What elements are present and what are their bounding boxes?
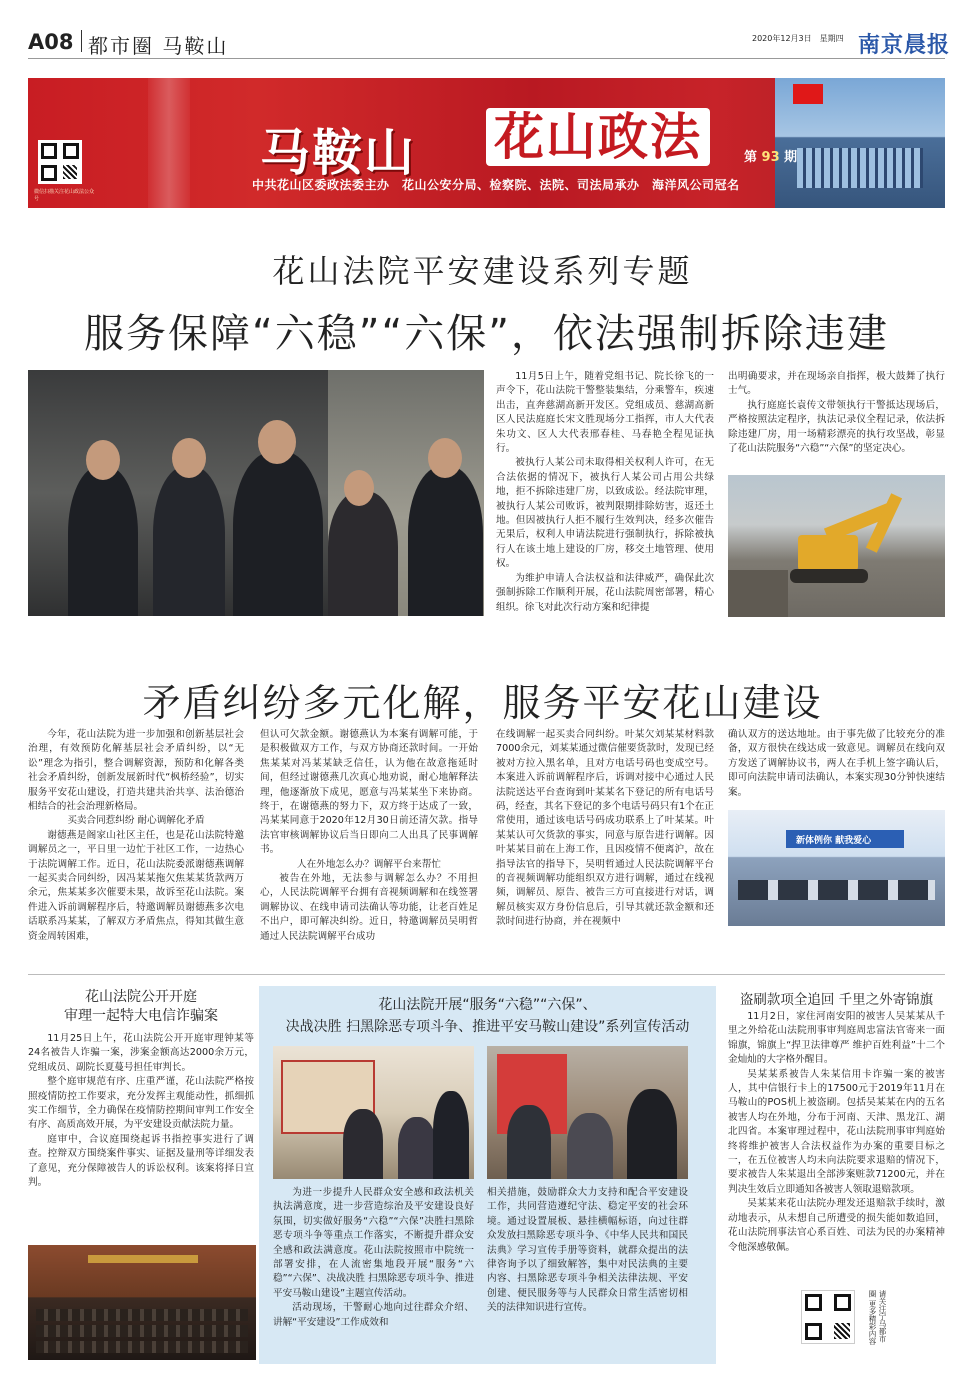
article4-title-line1: 花山法院开展“服务“六稳”“六保”、 (378, 997, 597, 1013)
qr-caption: 微信扫描关注花山政法公众号 (34, 189, 95, 202)
qr-footer-caption: 请关注宁马都市圈 更多精彩内容 (868, 1290, 887, 1345)
article1-column1 (496, 370, 714, 615)
article4-col1-paragraph: 为进一步提升人民群众安全感和政法机关执法满意度，进一步营造综治及平安建设良好氛围，切实做好服务“六稳”“六保”决胜扫黑除恶专项斗争等重点工作落实，不断提升群众安全感和政法满意度。花山法院按照市中院统一部署安排，在人流密集地段开展“服务“六稳”“六保”、决战决胜 扫黑除恶专项斗争、推进平安马鞍山建设”主题宣传活动。 (273, 1187, 474, 1299)
article5-paragraph: 吴某某来花山法院办理发还退赔款手续时，激动地表示，从未想自己所遭受的损失能如数追回，花山法院刑事法官心系百姓、司法为民的办案精神令他深感敬佩。 (728, 1198, 945, 1253)
article2-subheading: 买卖合同惹纠纷 耐心调解化矛盾 (67, 815, 205, 827)
header-rule (28, 58, 945, 59)
issue-prefix: 第 (744, 150, 758, 165)
article1-col1-paragraph: 为维护申请人合法权益和法律威严，确保此次强制拆除工作顺利开展，花山法院周密部署，精心组织。徐飞对此次行动方案和纪律提 (496, 572, 714, 613)
issue-number (744, 146, 797, 165)
header-divider (81, 30, 82, 52)
article2-column1 (28, 728, 244, 944)
banner-title-city: 马鞍山 (260, 124, 416, 182)
article4-column2 (487, 1186, 688, 1316)
section-title: 都市圈 马鞍山 (88, 34, 229, 58)
article3-paragraph: 庭审中，合议庭围绕起诉书指控事实进行了调查。控辩双方围绕案件事实、证据及量刑等详细发表了意见，充分保障被告人的诉讼权利。该案将择日宣判。 (28, 1133, 254, 1189)
article1-title: 服务保障“六稳”“六保”，依法强制拆除违建 (84, 311, 889, 357)
article5-paragraph: 吴某某系被告人朱某信用卡诈骗一案的被害人，其中信银行卡上的17500元于2019年11月在马鞍山的POS机上被盗刷。包括吴某某在内的五名被害人均在外地，分布于河南、天津、黑龙江、湖北四省。本案审理过程中，花山法院刑事审判庭始终将维护被害人合法权益作为办案的重要目标之一，在五位被害人均未向法院要求退赔的情况下，要求被告人朱某退出全部涉案赃款71200元，并在判决生效后立即通知各被害人领取退赔款项。 (728, 1068, 945, 1195)
article5-body (728, 1010, 945, 1255)
article2-col1-paragraph: 今年，花山法院为进一步加强和创新基层社会治理，有效预防化解基层社会矛盾纠纷，以“无讼”理念为指引，整合调解资源，预防和化解各类社会矛盾纠纷，创新发展新时代“枫桥经验”，切实服务平安花山建设，打造共建共治共享、法治德治相结合的社会治理新格局。 (28, 729, 244, 813)
article1-col2-paragraph: 执行庭庭长袁传文带领执行干警抵达现场后，严格按照法定程序，执法记录仪全程记录，依法拆除违建厂房，用一场精彩漂亮的执行攻坚战，彰显了花山法院服务“六稳”“六保”的坚定决心。 (728, 399, 945, 455)
article1-column2 (728, 370, 945, 456)
article2-column3 (496, 728, 714, 930)
article3-title-line2: 审理一起特大电信诈骗案 (64, 1008, 218, 1024)
article2-col1-paragraph: 谢德燕是阁家山社区主任，也是花山法院特邀调解员之一，平日里一边忙于社区工作，一边热心于法院调解工作。近日，花山法院委派谢德燕调解一起买卖合同纠纷，因冯某某拖欠焦某某货款两万余元，焦某某多次催要未果，故诉至花山法院。案件进入诉前调解程序后，特邀调解员谢德燕多次电话联系冯某某，了解双方矛盾焦点，得知其做生意资金周转困难， (28, 829, 244, 942)
series-title: 花山法院平安建设系列专题 (272, 252, 693, 290)
article2-column4 (728, 728, 945, 800)
newspaper-logo: 南京晨报 (858, 33, 951, 58)
courtroom-photo (28, 1245, 256, 1360)
article4-title-line2: 决战决胜 扫黑除恶专项斗争、推进平安马鞍山建设”系列宣传活动 (285, 1019, 690, 1035)
article3-title-line1: 花山法院公开开庭 (85, 989, 197, 1005)
article5-paragraph: 11月2日，家住河南安阳的被害人吴某某从千里之外给花山法院刑事审判庭周忠富法官寄来一面锦旗，锦旗上“捍卫法律尊严 维护百姓利益”十二个金灿灿的大字格外醒目。 (728, 1011, 945, 1066)
article2-col4-paragraph: 确认双方的送达地址。由于事先做了比较充分的准备，双方很快在线达成一致意见。调解员在线向双方发送了调解协议书，两人在手机上签字确认后，即可向法院申请司法确认，本案实现30分钟快速结案。 (728, 729, 945, 798)
issue-suffix: 期 (784, 150, 798, 165)
section-rule (28, 974, 945, 975)
outreach-photo-left (273, 1046, 474, 1179)
mediation-wall-banner (786, 830, 904, 848)
flag-graphic (793, 84, 823, 104)
qr-code-icon[interactable] (801, 1290, 855, 1344)
outreach-photo-right (487, 1046, 688, 1179)
mediation-wall-text: 新体例你 献我爱心 (796, 836, 872, 846)
activity-box (259, 986, 716, 1364)
article1-col1-paragraph: 11月5日上午，随着党组书记、院长徐飞的一声令下，花山法院干警整装集结，分乘警车，疾速出击，直奔慈湖高新开发区。党组成员、慈湖高新区人民法庭庭长宋文胜现场分工指挥，市人大代表朱功文、区人大代表邢春桂、马春艳全程见证执行。 (496, 371, 714, 455)
article2-title: 矛盾纠纷多元化解，服务平安花山建设 (142, 681, 823, 725)
banner-title-column: 花山政法 (486, 108, 710, 166)
demolition-photo (728, 475, 945, 617)
article4-col2-paragraph: 相关措施，鼓励群众大力支持和配合平安建设工作，共同营造遵纪守法、稳定平安的社会环境。通过设置展板、悬挂横幅标语，向过往群众发放扫黑除恶专项斗争、《中华人民共和国民法典》学习宣传手册等资料，就群众提出的法律咨询予以了细致解答，集中对民法典的主要内容、扫黑除恶专项斗争相关法律法规、平安创建、便民服务等与人民群众日常生活密切相关的法律知识进行宣传。 (487, 1187, 688, 1314)
banner-organizers: 中共花山区委政法委主办 花山公安分局、检察院、法院、司法局承办 海洋风公司冠名 (252, 178, 740, 192)
article4-title (259, 994, 716, 1038)
article2-col2-paragraph: 但认可欠款金额。谢德燕认为本案有调解可能，于是积极做双方工作，与双方协商还款时间。一开始焦某某对冯某某缺乏信任，认为他在故意拖延时间，但经过谢德燕几次真心地劝说，耐心地解释法理，他逐渐放下成见，愿意与冯某某坐下来协商。终于，在谢德燕的努力下，双方终于达成了一致，冯某某同意于2020年12月30日前还清欠款。指导法官审核调解协议后当日即向二人出具了民事调解书。 (260, 729, 478, 856)
article1-col2-paragraph: 出明确要求，并在现场亲自指挥，极大鼓舞了执行士气。 (728, 371, 945, 397)
issue-date: 2020年12月3日 星期四 (752, 34, 844, 43)
mediation-center-photo (728, 810, 945, 926)
article2-subheading: 人在外地怎么办？调解平台来帮忙 (297, 858, 441, 870)
article2-col3-paragraph: 在线调解一起买卖合同纠纷。叶某欠刘某某材料款7000余元，刘某某通过微信催要货款时，发现已经被对方拉入黑名单，且对方电话号码也变成空号。本案进入诉前调解程序后，诉调对接中心通过人民法院送达平台查询到叶某某名下登记的所有电话号码，经查，其名下登记的多个电话号码只有1个在正常使用，通过该电话号码成功联系上了叶某某。叶某某认可欠货款的事实，同意与原告进行调解。因叶某某目前在上海工作，且因疫情不便离沪，故在指导法官的指导下，吴明哲通过人民法院调解平台的音视频调解功能组织双方进行调解，通过在线视频，调解员、原告、被告三方可直接进行对话，调解员核实双方身份信息后，引导其就还款金额和还款时间进行协商，并在视频中 (496, 729, 714, 928)
column-banner (28, 78, 945, 208)
article3-body (28, 1032, 254, 1190)
monument-graphic (148, 78, 190, 208)
article3-title (28, 988, 254, 1026)
officials-photo (28, 370, 484, 616)
article4-column1 (273, 1186, 474, 1330)
qr-code-icon[interactable] (38, 140, 82, 184)
article2-col2-paragraph: 被告在外地，无法参与调解怎么办？不用担心，人民法院调解平台拥有音视频调解和在线签署调解协议、在线申请司法确认等功能，让老百姓足不出户，即可解决纠纷。近日，特邀调解员吴明哲通过人民法院调解平台成功 (260, 873, 478, 942)
article5-title: 盗刷款项全追回 千里之外寄锦旗 (739, 992, 934, 1008)
article4-col1-paragraph: 活动现场，干警耐心地向过往群众介绍、讲解“平安建设”工作成效和 (273, 1302, 474, 1328)
article1-col1-paragraph: 被执行人某公司未取得相关权利人许可，在无合法依据的情况下，被执行人某公司占用公共绿地，拒不拆除违建厂房，以致成讼。经法院审理，被执行人某公司败诉，被判限期排除妨害，返还土地。但因被执行人拒不履行生效判决，经多次催告无果后，权利人申请法院进行强制执行，拆除被执行人在该土地上建设的厂房，移交土地管理、使用权。 (496, 457, 714, 570)
article2-column2 (260, 728, 478, 944)
article3-paragraph: 11月25日上午，花山法院公开开庭审理钟某等24名被告人诈骗一案，涉案金额高达2000余万元，党组成员、副院长夏蔓号担任审判长。 (28, 1033, 254, 1073)
article3-paragraph: 整个庭审规范有序、庄重严谨，花山法院严格按照疫情防控工作要求，充分发挥主观能动性，抓细抓实工作细节，全力确保在疫情防控期间审判工作安全有序、高质高效开展，为平安建设贡献法院力量。 (28, 1076, 254, 1131)
issue-value: 93 (761, 150, 780, 165)
page-number: A08 (28, 30, 74, 54)
